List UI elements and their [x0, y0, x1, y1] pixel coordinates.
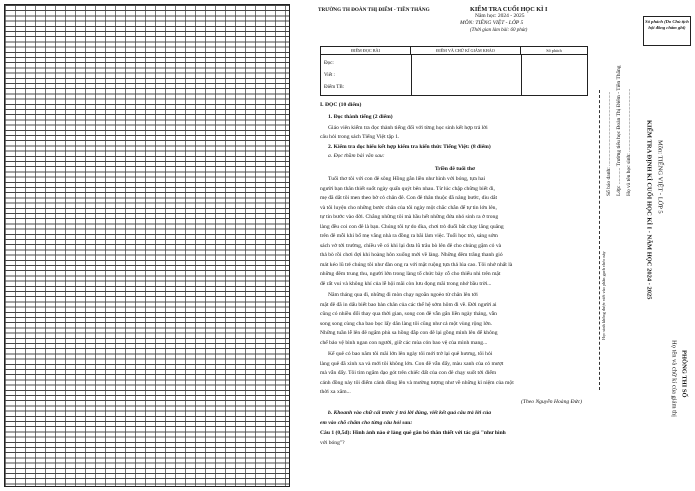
story-line: trên đê mỗi khi bố mẹ vắng nhà ra đồng ra bãi làm việc. Tuổi học trò, sáng sớm [320, 233, 498, 239]
score-col-code: Số phách [546, 48, 562, 53]
part1-title: 1. Đọc thành tiếng (2 điểm) [328, 114, 393, 120]
exam-room-label: PHÒNG THI SỐ [680, 350, 688, 398]
candidate-id-field: Số báo danh: ...................................................... [606, 91, 612, 196]
story-line: Kể quê có bao năm tôi mãi lớn lên ngày tôi mới trở lại quê hương, tôi hỏi [328, 351, 493, 357]
exam-subject: MÔN: TIẾNG VIỆT - LỚP 5 [460, 20, 524, 26]
score-table [320, 46, 588, 96]
story-line: Năm tháng qua đi, những đi mòn chạy ngoằn ngoèo từ chân lên tới [328, 292, 478, 298]
story-line: mát kéo lũ trẻ chúng tôi như đàn ong ra với mặt ruộng tựa thả lúa cao. Tôi nhớ nhất là [320, 261, 513, 268]
part1-text: câu hỏi trong sách Tiếng Việt tập 1. [320, 134, 400, 140]
story-line: làng quê đã xinh xa và mới tôi không lớn. Con đê vẫn đấy, màu xanh của cỏ mượt [320, 360, 504, 367]
table-divider [411, 54, 412, 95]
story-line: mà vẫn đấy. Tôi tìm ngắm đạo gót trên chiếc đất của con đê chạy suốt tới điểm [320, 370, 497, 376]
part1-text: Giáo viên kiểm tra đọc thành tiếng đối với từng học sinh kết hợp trả lời [328, 125, 488, 131]
story-line: cánh đồng này tôi điểm cánh đồng lên và mường tượng như về những kỉ niệm của một [320, 379, 514, 386]
code-note-box: Số phách (Do Chủ tịch hội đồng chấm ghi) [643, 16, 691, 46]
story-line: song song cùng cha bao bọc lấy dân làng tôi cũng như cả một vùng rộng lớn. [320, 320, 493, 327]
story-line: cũng có nhiều đổi thay qua thời gian, song con đê vẫn gắn liền ngày tháng, vẫn [320, 311, 497, 317]
story-line: sách vở tới trường, chiều về có khi lại đưa lũ trâu bò lên đê cho chúng gặm cỏ và [320, 242, 502, 249]
exam-title: KIỂM TRA CUỐI HỌC KÌ I [470, 6, 548, 13]
story-line: thả bò rồi chơi đợi khi hoàng hôn xuống mới về làng. Những đêm trăng thanh gió [320, 252, 503, 258]
exam-time: (Thời gian làm bài: 60 phút) [470, 28, 528, 33]
section-title: I. ĐỌC (10 điểm) [320, 102, 362, 108]
student-name-field: Họ và tên học sinh: .............................................. [626, 88, 632, 196]
question-1: với bóng"? [320, 439, 345, 446]
exam-year: Năm học: 2024 - 2025 [475, 13, 525, 19]
exam-page [300, 0, 595, 491]
story-author: (Theo Nguyễn Hoàng Đức) [521, 399, 582, 405]
student-info-strip [595, 0, 695, 491]
draft-grid-area [4, 4, 290, 487]
part2-title: 2. Kiểm tra đọc hiểu kết hợp kiểm tra kiến thức Tiếng Việt: (8 điểm) [328, 144, 491, 150]
story-line: và tôi luyện cho những bước chân của tôi ngày một chắc chắn để tự tin lớn lên, [320, 204, 497, 211]
score-reading-label: Đọc: [324, 61, 334, 66]
score-average-label: Điểm TB: [324, 85, 345, 90]
story-line: đê rất vui và không khí của lễ hội mãi còn lưu đọng mãi trong nhớ bầu trời... [320, 280, 492, 287]
table-divider [321, 54, 587, 55]
story-line: chế bảo vệ bình ngan con người, giữ các mùa cỏn bao vệ của mình mang... [320, 339, 488, 346]
vertical-exam-title: KIỂM TRA ĐỊNH KÌ CUỐI HỌC KÌ I - NĂM HỌC 2024 - 2025 [645, 120, 653, 300]
story-title: Triền đê tuổi thơ [434, 166, 476, 172]
story-line: Tuổi thơ tôi với con đê sông Hồng gắn liền như hình với bóng, tựa hai [328, 176, 486, 182]
score-col-reading: ĐIỂM ĐỌC BÀI [321, 47, 411, 54]
story-line: mẹ đã dắt tôi men theo bờ cỏ chân đê. Con đê thân thuộc đã nâng bước, dìu dắt [320, 195, 498, 201]
score-writing-label: Viết : [324, 73, 335, 78]
story-line: làng đều coi con đê là bạn. Chúng tôi tự do đùa, chơi trò đuổi bắt chạy lăng quăng [320, 223, 504, 230]
story-line: thời xa xăm... [320, 389, 351, 395]
part2-subtitle: a. Đọc thầm bài văn sau: [328, 153, 385, 159]
class-school-field: Lớp: ............ Trường tiểu học Đoàn Thị Điểm - Tiền Thắng [616, 65, 622, 196]
instruction-text: b. Khoanh vào chữ cái trước ý trả lời đúng, viết kết quả câu trả lời của [328, 410, 492, 416]
cut-line [599, 90, 600, 390]
question-1: Câu 1 (0,5đ): Hình ảnh nào ở làng quê gắn bó thân thiết với tác giả "như hình [320, 430, 506, 436]
proctor-signature-label: Họ tên và chữ kí của giám thị [670, 340, 678, 417]
story-line: tự tin bước vào đời. Chẳng những tôi mà hầu hết những đứa nhỏ sinh ra ở trong [320, 214, 499, 220]
vertical-subject: Môn: TIẾNG VIỆT - LỚP 5 [656, 140, 664, 214]
school-name: TRƯỜNG TH ĐOÀN THỊ ĐIỂM - TIỀN THẮNG [318, 7, 430, 13]
table-divider [521, 54, 522, 95]
cut-line-note: Học sinh không được viết vào phần gạch chéo này [601, 251, 606, 340]
score-col-examiner: ĐIỂM VÀ CHỮ KÍ GIÁM KHẢO [411, 47, 521, 54]
story-line: Những tuần lễ lên đê ngắm phù sa hồng đắp con đê lại gồng mình lên để không [320, 330, 498, 336]
story-line: mặt đê đã in dấu biết bao bàn chân của các thế hệ sớm hôm đi về. Đời người ai [320, 301, 497, 308]
instruction-text: em vào chỗ chấm cho từng câu hỏi sau: [320, 419, 413, 426]
story-line: những đêm trung thu, người lớn trong làng tổ chức bày cỗ cho thiếu nhi trên mặt [320, 271, 501, 277]
story-line: người bạn thân thiết suốt ngày quấn quýt bên nhau. Từ lúc chập chững biết đi, [320, 185, 495, 192]
